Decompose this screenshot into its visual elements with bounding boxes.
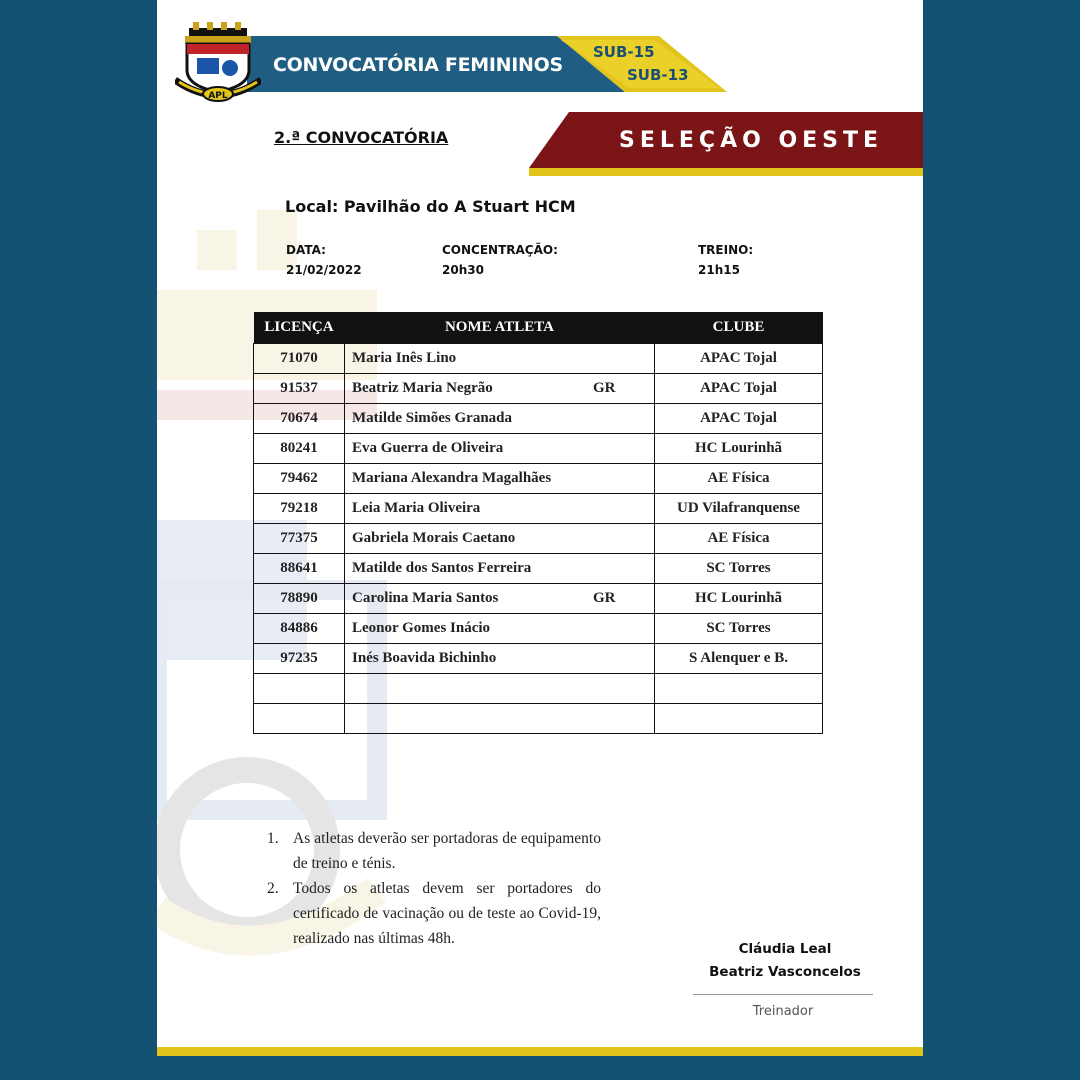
- sub-15-label: SUB-15: [593, 43, 655, 61]
- nome-text: Beatriz Maria Negrão: [352, 380, 493, 396]
- convocatoria-title: 2.ª CONVOCATÓRIA: [274, 128, 449, 147]
- licenca-cell: 78890: [254, 584, 345, 614]
- nome-cell: [345, 464, 655, 494]
- clube-cell: SC Torres: [655, 554, 823, 584]
- gr-marker: GR: [593, 380, 616, 396]
- clube-cell: APAC Tojal: [655, 344, 823, 374]
- table-row: [254, 434, 823, 464]
- note-item: [267, 876, 601, 951]
- nome-text: Leonor Gomes Inácio: [352, 620, 491, 636]
- nome-text: Matilde Simões Granada: [352, 410, 512, 426]
- document-page: [157, 0, 923, 1056]
- clube-cell: APAC Tojal: [655, 404, 823, 434]
- data-label: DATA:: [286, 243, 326, 257]
- header-nome-atleta: NOME ATLETA: [345, 312, 655, 344]
- treino-block: [698, 240, 753, 280]
- selecao-title: SELEÇÃO OESTE: [619, 128, 884, 153]
- table-row: [254, 344, 823, 374]
- clube-cell: SC Torres: [655, 614, 823, 644]
- licenca-cell: 97235: [254, 644, 345, 674]
- nome-cell: [345, 524, 655, 554]
- table-row: [254, 524, 823, 554]
- table-row: [254, 614, 823, 644]
- notes-list: [267, 826, 601, 951]
- data-value: 21/02/2022: [286, 263, 362, 277]
- header-licenca: LICENÇA: [254, 312, 345, 344]
- licenca-cell: 79462: [254, 464, 345, 494]
- nome-text: Inés Boavida Bichinho: [352, 650, 497, 666]
- concentracao-label: CONCENTRAÇÃO:: [442, 243, 558, 257]
- clube-cell: [655, 674, 823, 704]
- banner-title: CONVOCATÓRIA FEMININOS: [273, 54, 563, 76]
- nome-cell: [345, 554, 655, 584]
- table-row: [254, 584, 823, 614]
- data-block: [286, 240, 362, 280]
- table-row-empty: [254, 704, 823, 734]
- note-text: As atletas deverão ser portadoras de equipamento de treino e ténis.: [293, 830, 601, 872]
- nome-text: Mariana Alexandra Magalhães: [352, 470, 552, 486]
- clube-cell: S Alenquer e B.: [655, 644, 823, 674]
- concentracao-value: 20h30: [442, 263, 484, 277]
- nome-cell: [345, 434, 655, 464]
- nome-cell: [345, 374, 655, 404]
- nome-text: Matilde dos Santos Ferreira: [352, 560, 532, 576]
- crest-text: APL: [208, 91, 228, 101]
- table-row: [254, 374, 823, 404]
- treino-value: 21h15: [698, 263, 740, 277]
- nome-cell: [345, 344, 655, 374]
- nome-cell: [345, 584, 655, 614]
- licenca-cell: 71070: [254, 344, 345, 374]
- clube-cell: HC Lourinhã: [655, 434, 823, 464]
- signature-role: Treinador: [752, 1004, 814, 1019]
- table-row: [254, 494, 823, 524]
- clube-cell: AE Física: [655, 524, 823, 554]
- header-clube: CLUBE: [655, 312, 823, 344]
- table-header-row: [254, 312, 823, 344]
- local-text: Local: Pavilhão do A Stuart HCM: [285, 197, 576, 216]
- note-number: 2.: [267, 880, 279, 897]
- nome-cell: [345, 674, 655, 704]
- licenca-cell: 77375: [254, 524, 345, 554]
- footer-bar: [157, 1047, 923, 1056]
- licenca-cell: 91537: [254, 374, 345, 404]
- nome-text: Eva Guerra de Oliveira: [352, 440, 504, 456]
- nome-cell: [345, 614, 655, 644]
- nome-cell: [345, 404, 655, 434]
- clube-cell: HC Lourinhã: [655, 584, 823, 614]
- nome-text: Maria Inês Lino: [352, 350, 457, 366]
- licenca-cell: [254, 704, 345, 734]
- licenca-cell: 80241: [254, 434, 345, 464]
- sub-13-label: SUB-13: [627, 66, 689, 84]
- nome-text: Gabriela Morais Caetano: [352, 530, 516, 546]
- licenca-cell: 88641: [254, 554, 345, 584]
- clube-cell: [655, 704, 823, 734]
- table-row-empty: [254, 674, 823, 704]
- nome-cell: [345, 704, 655, 734]
- table-row: [254, 404, 823, 434]
- clube-cell: APAC Tojal: [655, 374, 823, 404]
- crest-logo-icon: [175, 22, 261, 102]
- signature-name-2: Beatriz Vasconcelos: [709, 964, 861, 980]
- note-item: [267, 826, 601, 876]
- clube-cell: AE Física: [655, 464, 823, 494]
- nome-cell: [345, 494, 655, 524]
- roster-table: [253, 312, 823, 734]
- signature-line: [693, 994, 873, 995]
- gr-marker: GR: [593, 590, 616, 606]
- treino-label: TREINO:: [698, 243, 754, 257]
- signature-block: [695, 938, 875, 984]
- table-row: [254, 554, 823, 584]
- clube-cell: UD Vilafranquense: [655, 494, 823, 524]
- licenca-cell: 79218: [254, 494, 345, 524]
- nome-cell: [345, 644, 655, 674]
- table-row: [254, 464, 823, 494]
- signature-name-1: Cláudia Leal: [738, 941, 832, 957]
- licenca-cell: 70674: [254, 404, 345, 434]
- nome-text: Leia Maria Oliveira: [352, 500, 481, 516]
- licenca-cell: 84886: [254, 614, 345, 644]
- licenca-cell: [254, 674, 345, 704]
- concentracao-block: [442, 240, 558, 280]
- table-row: [254, 644, 823, 674]
- nome-text: Carolina Maria Santos: [352, 590, 499, 606]
- note-text: Todos os atletas devem ser portadores do certificado de vacinação ou de teste ao Covid-19, realizado nas últimas 48h.: [293, 880, 601, 947]
- note-number: 1.: [267, 830, 279, 847]
